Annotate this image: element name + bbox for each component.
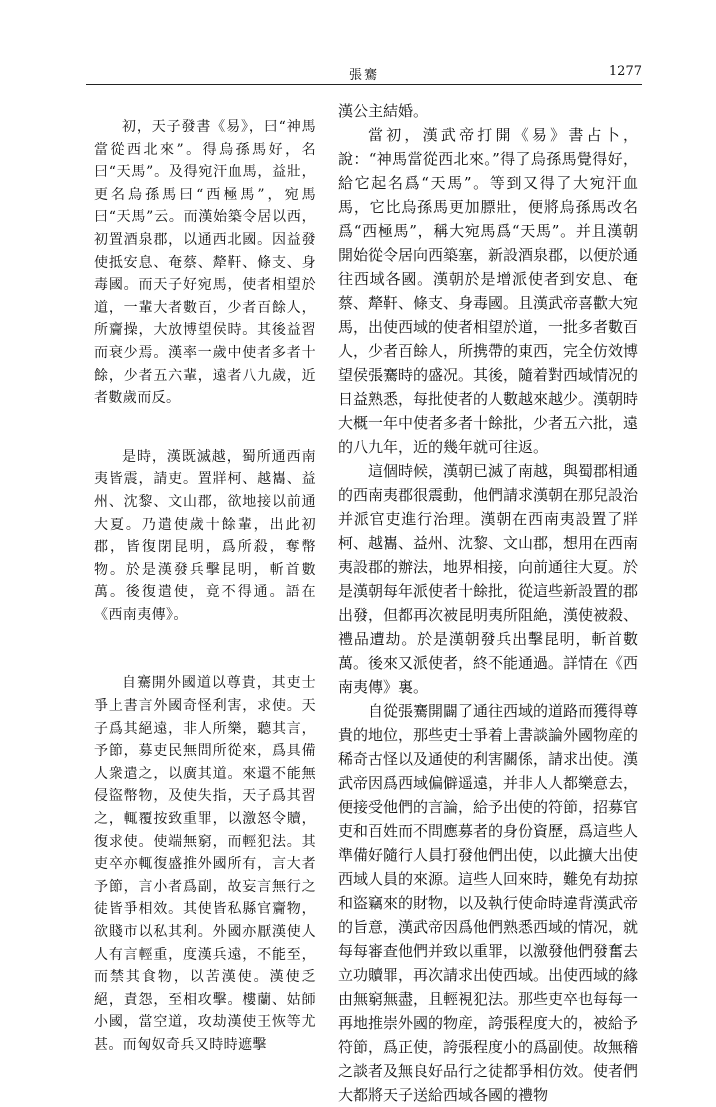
- classical-paragraph-2: 是時，漢既滅越，蜀所通西南夷皆震，請吏。置牂柯、越巂、益州、沈黎、文山郡，欲地接以前通大夏。乃遣使歲十餘輩，出此初郡，皆復閉昆明，爲所殺，奪幣物。於是漢發兵擊昆明，斬首數萬。後復遣使，竟不得通。語在《西南夷傳》。: [94, 448, 316, 623]
- translation-carryover: 漢公主結婚。: [338, 102, 429, 120]
- translation-paragraph-2: 這個時候，漢朝已滅了南越，與蜀郡相通的西南夷郡很震動，他們請求漢朝在那兒設治并派官吏進行治理。漢朝在西南夷設置了牂柯、越巂、益州、沈黎、文山郡，想用在西南夷設郡的辦法，地界相接，向前通往大夏。於是漢朝每年派使者十餘批，從這些新設置的郡出發，但都再次被昆明夷所阻絶，漢使被殺、禮品遭劫。於是漢朝發兵出擊昆明，斬首數萬。後來又派使者，終不能通過。詳情在《西南夷傳》裏。: [338, 462, 639, 696]
- page-number: 1277: [608, 64, 642, 79]
- classical-text-column: [94, 116, 316, 1057]
- running-title: 張騫: [348, 68, 379, 83]
- translation-paragraph-1: 當初，漢武帝打開《易》書占卜，說：“神馬當從西北來。”得了烏孫馬覺得好，給它起名爲“天馬”。等到又得了大宛汗血馬，它比烏孫馬更加膘壯，便將烏孫馬改名爲“西極馬”，稱大宛馬爲“天馬”。并且漢朝開始從令居向西築塞，新設酒泉郡，以便於通往西域各國。漢朝於是增派使者到安息、奄蔡、犛靬、條支、身毒國。且漢武帝喜歡大宛馬，出使西域的使者相望於道，一批多者數百人，少者百餘人，所携帶的東西，完全仿效博望侯張騫時的盛况。其後，隨着對西域情况的日益熟悉，每批使者的人數越來越少。漢朝時大概一年中使者多者十餘批，少者五六批，遠的八九年，近的幾年就可往返。: [338, 126, 639, 456]
- page-header: [86, 58, 642, 84]
- classical-paragraph-1: 初，天子發書《易》，曰“神馬當從西北來”。得烏孫馬好，名曰“天馬”。及得宛汗血馬，益壯，更名烏孫馬曰“西極馬”，宛馬曰“天馬”云。而漢始築令居以西，初置酒泉郡，以通西北國。因益發使抵安息、奄蔡、犛靬、條支、身毒國。而天子好宛馬，使者相望於道，一輩大者數百，少者百餘人，所齎操，大放博望侯時。其後益習而衰少焉。漢率一歲中使者多者十餘，少者五六輩，遠者八九歲，近者數歲而反。: [94, 119, 316, 407]
- translation-column: [338, 99, 638, 1107]
- translation-paragraph-3: 自從張騫開闢了通往西域的道路而獲得尊貴的地位，那些吏士爭着上書談論外國物産的稀奇古怪以及通使的利害關係，請求出使。漢武帝因爲西域偏僻遥遠，并非人人都樂意去，便接受他們的言論，給予出使的符節，招募官吏和百姓而不問應募者的身份資歷，爲這些人準備好隨行人員打發他們出使，以此擴大出使西域人員的來源。這些人回來時，難免有劫掠和盜竊來的財物，以及執行使命時違背漢武帝的旨意，漢武帝因爲他們熟悉西域的情况，就每每審查他們并致以重罪，以激發他們發奮去立功贖罪，再次請求出使西域。出使西域的緣由無窮無盡，且輕視犯法。那些吏卒也每每一再地推崇外國的物産，誇張程度大的，被給予符節，爲正使，誇張程度小的爲副使。故無稽之談者及無良好品行之徒都爭相仿效。使者們大都將天子送給西域各國的禮物: [338, 702, 639, 1104]
- header-rule: [86, 84, 642, 85]
- classical-paragraph-3: 自騫開外國道以尊貴，其吏士爭上書言外國奇怪利害，求使。天子爲其絕遠，非人所樂，聽其言，予節，募吏民無問所從來，爲具備人衆遣之，以廣其道。來還不能無侵盜幣物，及使失指，天子爲其習之，輒覆按致重罪，以激怒令贖，復求使。使端無窮，而輕犯法。其吏卒亦輒復盛推外國所有，言大者予節，言小者爲副，故妄言無行之徒皆爭相效。其使皆私縣官齎物，欲賤市以私其利。外國亦厭漢使人人有言輕重，度漢兵遠，不能至，而禁其食物，以苦漢使。漢使乏絕，責怨，至相攻擊。樓蘭、姑師小國，當空道，攻劫漢使王恢等尤甚。而匈奴奇兵又時時遮擊: [94, 675, 316, 1053]
